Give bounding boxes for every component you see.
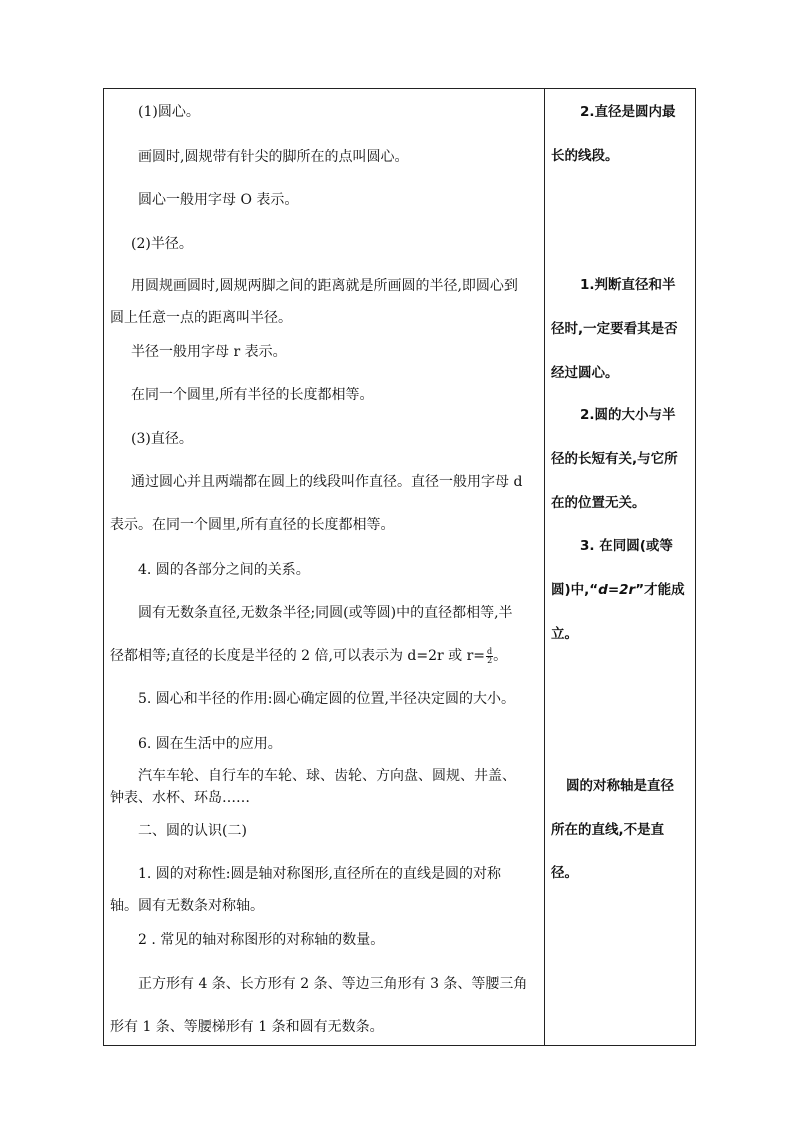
text-line: 6. 圆在生活中的应用。 [138, 736, 282, 752]
side-note-line: 圆的对称轴是直径 [566, 778, 674, 794]
text-line: 钟表、水杯、环岛…… [110, 790, 250, 806]
text-line: 画圆时,圆规带有针尖的脚所在的点叫圆心。 [138, 149, 409, 165]
fraction-denominator: 2 [487, 655, 493, 665]
text-line: 汽车车轮、自行车的车轮、球、齿轮、方向盘、圆规、井盖、 [138, 768, 516, 784]
side-note-text: ”才能成 [635, 582, 685, 598]
text-line: 4. 圆的各部分之间的关系。 [138, 562, 310, 578]
text-line: 圆心一般用字母 O 表示。 [138, 192, 299, 208]
text-line: (3)直径。 [131, 431, 193, 447]
side-note-line: 长的线段。 [551, 148, 619, 164]
text-line: (1)圆心。 [138, 104, 200, 120]
text-line: 2 . 常见的轴对称图形的对称轴的数量。 [138, 932, 385, 948]
text-line: 5. 圆心和半径的作用:圆心确定圆的位置,半径决定圆的大小。 [138, 691, 515, 707]
side-note-line: 立。 [551, 626, 578, 642]
side-note-line: 2.圆的大小与半 [580, 407, 676, 423]
text-line: (2)半径。 [131, 236, 193, 252]
formula-italic: d=2r [598, 582, 636, 598]
side-note-line: 径的长短有关,与它所 [551, 451, 678, 467]
formula-end: 。 [493, 648, 508, 664]
side-note-line: 径。 [551, 865, 578, 881]
fraction-numerator: d [487, 646, 493, 656]
text-line: 在同一个圆里,所有半径的长度都相等。 [131, 387, 374, 403]
side-note-line: 在的位置无关。 [551, 495, 646, 511]
side-note-line: 2.直径是圆内最 [580, 104, 676, 120]
text-line: 1. 圆的对称性:圆是轴对称图形,直径所在的直线是圆的对称 [138, 866, 501, 882]
side-note-line [551, 581, 685, 599]
text-line [110, 647, 507, 665]
side-note-text: 圆)中,“ [551, 582, 599, 598]
section-heading: 二、圆的认识(二) [138, 823, 247, 839]
text-line: 形有 1 条、等腰梯形有 1 条和圆有无数条。 [110, 1019, 384, 1035]
text-line: 圆上任意一点的距离叫半径。 [110, 310, 292, 326]
side-note-line: 1.判断直径和半 [580, 277, 676, 293]
text-line: 正方形有 4 条、长方形有 2 条、等边三角形有 3 条、等腰三角 [138, 976, 528, 992]
text-line: 圆有无数条直径,无数条半径;同圆(或等圆)中的直径都相等,半 [138, 605, 513, 621]
side-note-line: 3. 在同圆(或等 [580, 538, 673, 554]
text-line: 用圆规画圆时,圆规两脚之间的距离就是所画圆的半径,即圆心到 [131, 278, 518, 294]
side-note-line: 经过圆心。 [551, 365, 619, 381]
side-note-line: 所在的直线,不是直 [551, 822, 665, 838]
side-note-line: 径时,一定要看其是否 [551, 321, 678, 337]
formula-text: 径都相等;直径的长度是半径的 2 倍,可以表示为 d=2r 或 r= [110, 648, 486, 664]
text-line: 表示。在同一个圆里,所有直径的长度都相等。 [110, 517, 395, 533]
text-line: 轴。圆有无数条对称轴。 [110, 898, 264, 914]
column-divider [544, 88, 545, 1046]
text-line: 半径一般用字母 r 表示。 [131, 344, 287, 360]
text-line: 通过圆心并且两端都在圆上的线段叫作直径。直径一般用字母 d [131, 474, 523, 490]
